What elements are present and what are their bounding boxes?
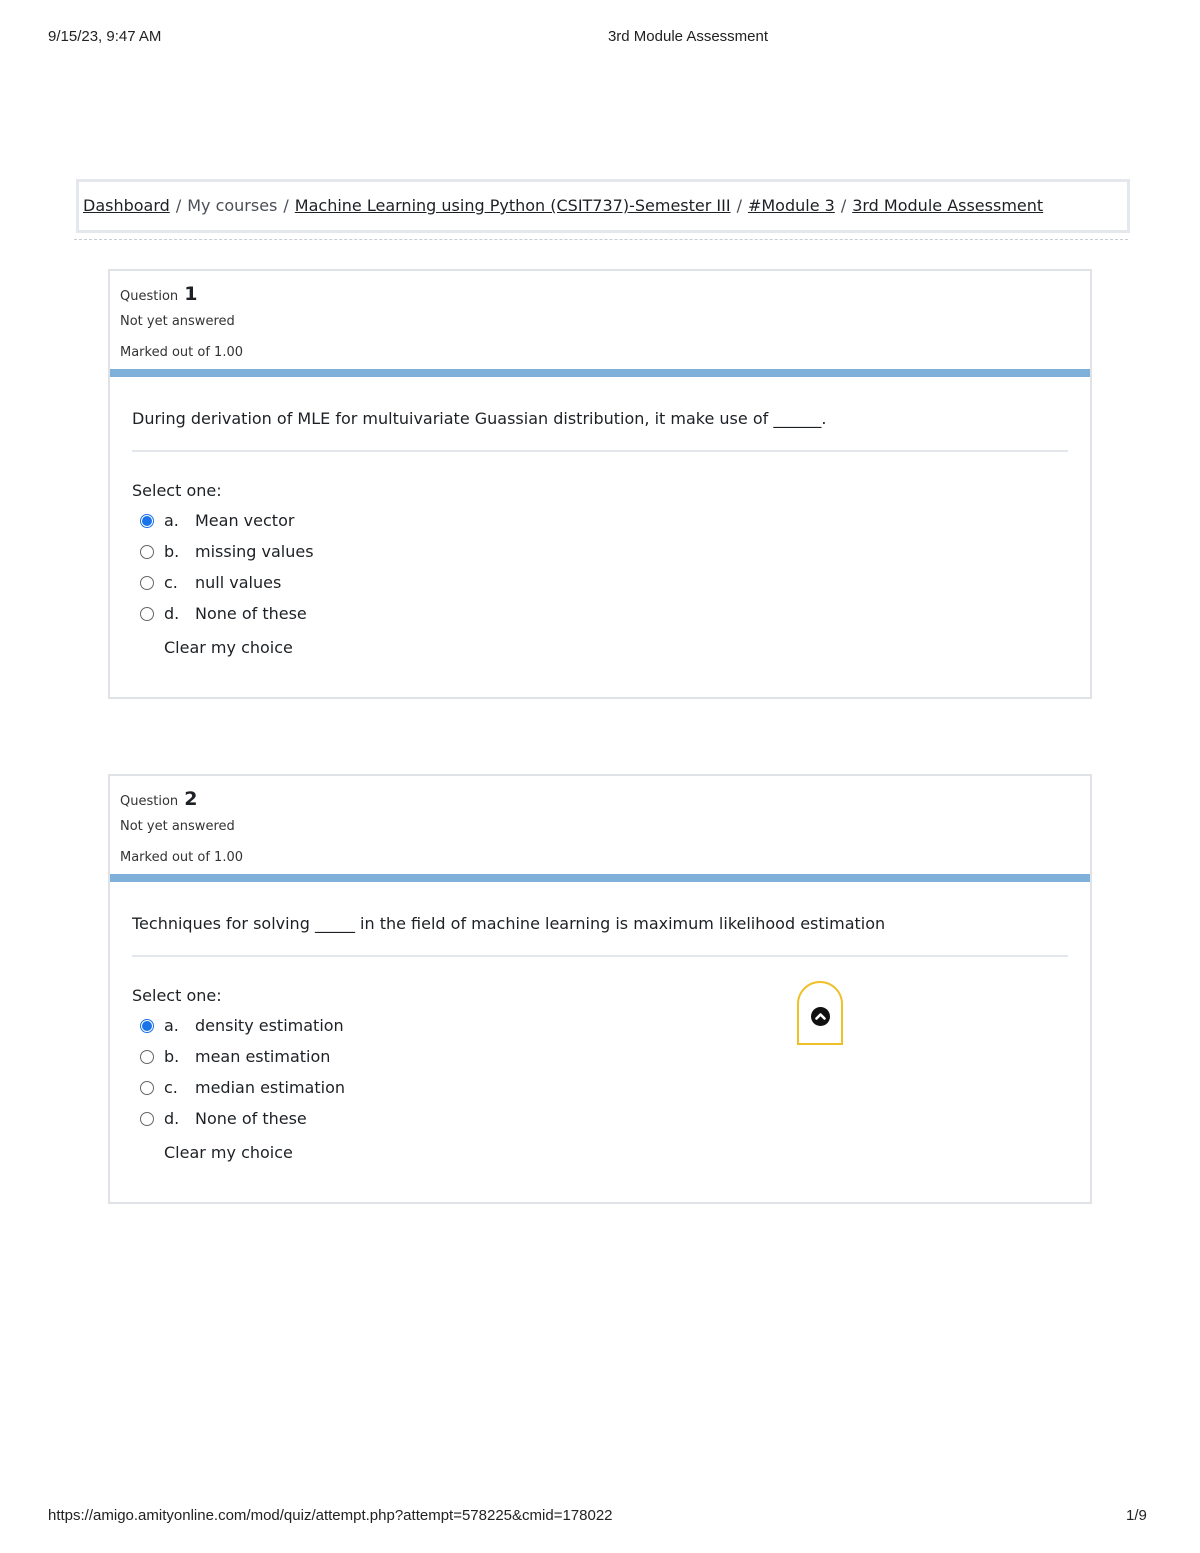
question-info [110, 271, 1090, 369]
question-2 [108, 774, 1092, 1204]
option-letter: c. [164, 573, 178, 592]
scroll-to-top-button[interactable] [797, 981, 843, 1045]
breadcrumb-module[interactable]: #Module 3 [747, 196, 835, 215]
chevron-up-circle-icon [811, 1007, 830, 1026]
question-label-text: Question [120, 289, 179, 304]
radio-button[interactable] [140, 607, 154, 621]
breadcrumb-my-courses: My courses [187, 196, 278, 215]
question-number: 1 [184, 283, 198, 305]
option-letter: d. [164, 604, 180, 623]
select-one-label: Select one: [132, 481, 222, 500]
option-text: null values [195, 573, 282, 592]
option-text: density estimation [195, 1016, 344, 1035]
option-letter: b. [164, 542, 180, 561]
radio-button[interactable] [140, 1112, 154, 1126]
question-state: Not yet answered [120, 819, 235, 834]
select-one-label: Select one: [132, 986, 222, 1005]
question-text: During derivation of MLE for multuivariate Guassian distribution, it make use of ______. [132, 409, 827, 428]
radio-button[interactable] [140, 1019, 154, 1033]
print-title: 3rd Module Assessment [607, 28, 769, 45]
question-bar [110, 874, 1090, 882]
question-label [120, 283, 198, 305]
question-state: Not yet answered [120, 314, 235, 329]
option-text: Mean vector [195, 511, 295, 530]
question-number: 2 [184, 788, 198, 810]
print-url: https://amigo.amityonline.com/mod/quiz/attempt.php?attempt=578225&cmid=178022 [48, 1507, 613, 1524]
print-datetime: 9/15/23, 9:47 AM [48, 28, 162, 45]
breadcrumb-assessment[interactable]: 3rd Module Assessment [852, 196, 1044, 215]
radio-button[interactable] [140, 1050, 154, 1064]
breadcrumb-separator: / [175, 196, 182, 215]
option-text: mean estimation [195, 1047, 331, 1066]
question-content [110, 377, 1090, 697]
breadcrumb-separator: / [283, 196, 289, 215]
question-1 [108, 269, 1092, 699]
clear-choice-link[interactable]: Clear my choice [164, 638, 293, 657]
option-letter: b. [164, 1047, 180, 1066]
option-text: median estimation [195, 1078, 345, 1097]
option-letter: c. [164, 1078, 178, 1097]
option-letter: a. [164, 1016, 179, 1035]
question-grade: Marked out of 1.00 [120, 850, 244, 865]
question-bar [110, 369, 1090, 377]
option-letter: a. [164, 511, 179, 530]
radio-button[interactable] [140, 514, 154, 528]
divider [74, 239, 1128, 240]
radio-button[interactable] [140, 1081, 154, 1095]
print-page-number: 1/9 [1126, 1507, 1147, 1524]
question-content [110, 882, 1090, 1202]
breadcrumb-dashboard[interactable]: Dashboard [83, 196, 170, 215]
divider [132, 955, 1068, 957]
option-text: None of these [195, 604, 307, 623]
option-text: None of these [195, 1109, 307, 1128]
option-text: missing values [195, 542, 314, 561]
radio-button[interactable] [140, 545, 154, 559]
breadcrumb-course[interactable]: Machine Learning using Python (CSIT737)-Semester III [294, 196, 731, 215]
divider [132, 450, 1068, 452]
clear-choice-link[interactable]: Clear my choice [164, 1143, 293, 1162]
question-label [120, 788, 198, 810]
question-text: Techniques for solving _____ in the field of machine learning is maximum likelihood estimation [132, 914, 886, 933]
option-letter: d. [164, 1109, 180, 1128]
question-label-text: Question [120, 794, 179, 809]
breadcrumb-separator: / [840, 196, 847, 215]
question-grade: Marked out of 1.00 [120, 345, 244, 360]
breadcrumb-separator: / [736, 196, 742, 215]
question-info [110, 776, 1090, 874]
breadcrumb [76, 179, 1130, 233]
radio-button[interactable] [140, 576, 154, 590]
